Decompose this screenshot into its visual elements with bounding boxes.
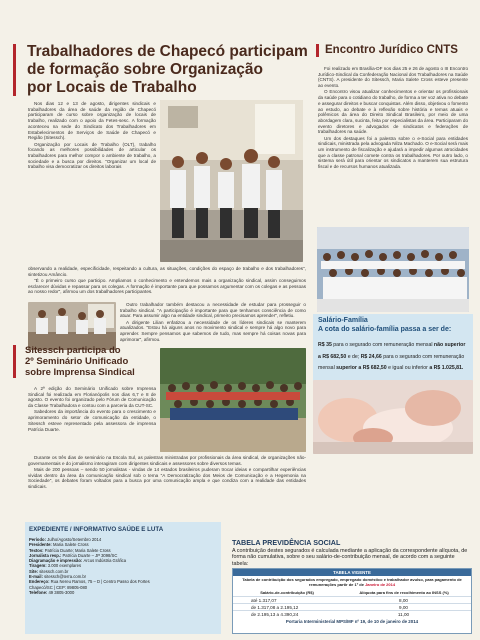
tabela-description-date: Janeiro de 2014 [365,582,396,587]
salario-limit-2: superior a R$ 682,50 [336,365,387,371]
tabela-cell-rate: 9,00 [399,605,408,610]
salario-text-1: para o segurado com remuneração mensal [331,342,434,348]
tabela-row [233,603,471,610]
seminar-group-photo [160,348,306,452]
salario-text-3: para o segurado com remuneração mensal [318,353,465,371]
left-right-paragraph-2: A dirigente Lilian enfatizou a necessidade de os líderes sindicais se manterem atualizados. "Estou há alguns anos no movimento sindical e sempre há algo novo para aprender. Sempre pensamos que sabemos de tudo, mas sempre há coisas novas para aprimorar", afirmou. [120,319,306,342]
left-article-column-text [28,101,156,266]
tabela-col1-header: Salário-de-contribuição (R$) [260,590,314,595]
right-paragraph-2: O Encontro visou atualizar conhecimentos e orientar os profissionais da saúde para o cotidiano do trabalho, de forma a ter voz ativa no debate e assegurar direitos e buscar conquistas. Além disso, objetivou o fomento ao estudo, ao debate e à reflexão sobre história e temas atuais e polêmicos da área do Direito Sindical Brasileiro, por meio de uma abordagem clara, sucinta, feita por especialistas da área. Participaram do evento diretores e advogados de sindicatos e federações de trabalhadores na saúde. [318,89,468,135]
tabela-description [233,576,471,588]
expediente-value: Patrícia Duarte – JP 3098/SC [62,552,118,558]
expediente-value: Rua Nereu Ramos, 75 – D | Centro Passo dos Fortes [50,579,150,585]
left-col-paragraph-1: Nos dias 12 e 13 de agosto, dirigentes sindicais e trabalhadores da área de saúde da região de Chapecó participaram de curso sobre organização de locais de trabalho, realizado com o apoio da Fetes-sesc. A formação aconteceu na sede do Sindicato dos Trabalhadores em Estabelecimentos de Serviços de Saúde de Chapecó e Região (Sitessch). [28,101,156,141]
salario-text-2: e de; [346,353,361,360]
expediente-value: sitessch@terra.com.br [44,574,87,580]
expediente-value: Arcus Indústria Gráfica [83,558,127,564]
expediente-key: Jornalista resp.: [29,552,63,558]
expediente-title: EXPEDIENTE / INFORMATIVO SAÚDE E LUTA [29,526,164,533]
expediente-value: Chapecó/SC | CEP: 89805-080 [29,584,88,590]
right-paragraph-1: Foi realizado em Brasília-DF nos dias 25 e 26 de agosto o III Encontro Jurídico-Sindical da Confederação Nacional dos Trabalhadores na Saúde (CNTS). A presidente do Sitessch, Maria Salete Cross esteve presente ao evento. [318,66,468,89]
right-article-title: Encontro Jurídico CNTS [325,44,458,56]
salario-text-4: e igual ou inferior [386,365,430,371]
salario-value-35: R$ 35 [318,342,332,348]
tabela-header: TABELA VIGENTE [233,569,471,576]
left-title-line-1: Trabalhadores de Chapecó participam [27,43,308,60]
salario-limit-1: não superior a R$ 682,50 [318,342,466,360]
expediente-key: Textos: [29,547,45,553]
expediente-key: Telefone: [29,589,49,595]
expediente-key: Tiragem: [29,563,48,569]
left-article-title [27,43,317,97]
expediente-key: Período: [29,537,48,542]
expediente-key: Diagramação e impressão: [29,558,84,564]
salario-value-24: R$ 24,66 [360,353,382,360]
expediente-key: E-mail: [29,574,45,580]
tabela-cell-salary: até 1.317,07 [251,598,277,603]
expediente-value: sitessch.com.br [39,568,69,574]
right-title-accent-bar [316,44,319,57]
left-wide-paragraph-1: observando a realidade, especificidade, respeitando a cultura, as situações, condições do espaço de trabalho e dos trabalhadores", sintetizou Amâncio. [28,266,306,277]
expediente-key: Site: [29,568,40,574]
expediente-value: Patrícia Duarte; Maria Salete Cross [44,547,111,553]
expediente-key: Presidente: [29,542,53,548]
baby-hands-photo [313,380,473,454]
tabela-cell-salary: de 2.195,13 a 4.390,24 [251,612,299,617]
training-class-photo [160,100,303,262]
tabela-intro: A contribuição destes segurados é calculada mediante a aplicação da correspondente alíquota, de forma não cumulativa, sobre o seu salário-de-contribuição mensal, de acordo com a seguinte tabela: [232,548,468,567]
left-wide-paragraph-2: "É o primeiro curso que participo. Ampliamos o conhecimento e entendemos mais a organização sindical, assim conseguimos esclarecer dúvidas e repassar para os colegas. A formação é importante para que possamos argumentar com os colegas e as pessoas ao nosso redor", afirmou um dos trabalhadores participantes. [28,278,306,295]
left-title-accent-bar [13,44,16,96]
sitessch-title-line-1: Sitessch participa do [25,345,121,356]
expediente-key: Endereço: [29,579,51,585]
salario-familia-subtitle: A cota do salário-família passa a ser de: [318,326,452,333]
tabela-cell-salary: de 1.317,08 a 2.195,12 [251,605,299,610]
sitessch-article-title [25,345,145,378]
cnts-group-photo [317,227,469,312]
tabela-footer: Portaria Interministerial MPS/MF nº 19, de 10 de janeiro de 2014 [285,619,419,624]
salario-familia-text [318,340,468,375]
expediente-line [29,590,217,595]
tabela-title: TABELA PREVIDÊNCIA SOCIAL [232,538,341,547]
left-title-line-3: por Locais de Trabalho [27,79,197,96]
sitessch-wide-text [28,455,306,490]
tabela-col2-header: Alíquota para fins de recolhimento ao INSS (%) [359,590,449,595]
sitessch-side-text [28,386,156,454]
tabela-cell-rate: 8,00 [399,598,408,603]
sitessch-wide-paragraph-2: Mais de 200 pessoas – sendo 50 jornalistas - vindas de 14 estados brasileiros puderam trocar ideias e compartilhar experiências vividas dentro da área da comunicação sindical sob o tema "A Democratização dos Meios de Comunicação e a Hegemonia na Sociedade", os debates foram voltados para a busca por uma comunicação ampla e que condiza com a realidade das entidades sindicais. [28,467,306,490]
group-discussion-photo [28,302,116,350]
left-article-right-text [120,302,306,343]
left-article-wide-text [28,266,306,296]
sitessch-title-accent-bar [13,345,16,378]
expediente-value: Maria Salete Cross [52,542,89,548]
salario-familia-title: Salário-Família [318,317,368,324]
tabela-cell-rate: 11,00 [397,612,410,617]
left-right-paragraph-1: Outro trabalhador também destacou a necessidade de estudar para prosseguir o trabalho sindical. "A participação é importante para que tenhamos consciência de como atuar. Para assumir algo na entidade sindical, primeiro precisamos aprender", refletiu. [120,302,306,319]
right-paragraph-3: Um dos destaques foi a palestra sobre o e-Social para entidades sindicais, ministrada pela advogada Nilza Machado. O e-Social será mais um instrumento de fiscalização e ajudará a impedir algumas atrocidades que a classe patronal comete contra os trabalhadores. Por outro lado, o sistema será útil para orientar os sindicatos a manterem sua estrutura fiscal e de recursos humanos atualizada. [318,135,468,170]
left-col-paragraph-2: Organização por Locais de Trabalho (OLT), trabalho focando as melhores possibilidades de articular os trabalhadores para melhor compor o ambiente de trabalho, a sociedade e a busca por direitos. "Organizar um local de trabalho visa democratizar os direitos laborais [28,141,156,170]
left-title-line-2: de formação sobre Organização [27,61,264,78]
tabela-row [233,596,471,603]
sitessch-wide-paragraph-1: Durante os três dias de seminário na Escola Sul, as palestras ministradas por profissionais da área sindical, de organizações não-governamentais e do jornalismo interagiram com dirigentes sindicais e assessores sobre diversos temas. [28,455,306,466]
right-article-text [318,66,468,170]
tabela-row [233,610,471,617]
tabela-box [232,568,472,634]
expediente-value: 3.000 exemplares [47,563,82,569]
sitessch-side-paragraph-1: A 2ª edição do Seminário Unificado sobre Imprensa Sindical foi realizada em Florianópolis nos dias 6,7 e 8 de agosto. O evento foi organizado pelo Fórum de Comunicação da Classe Trabalhadora e contou com a parceria da CUT-SC. [28,386,156,409]
tabela-description-plain: Tabela de contribuição dos segurados empregado, empregado doméstico e trabalhador avulso, para pagamento de remunerações partir de 1º de [242,577,462,587]
tabela-col-header-row [233,588,471,596]
expediente-value: Julho/Agosto/Setembro 2014 [47,537,102,542]
sitessch-title-line-3: sobre Imprensa Sindical [25,367,135,378]
expediente-lines [29,537,217,595]
expediente-value: 49 3805-3000 [48,589,75,595]
sitessch-side-paragraph-2: Sabedores da importância do evento para o crescimento e aprimoramento do setor de comunicação da entidade, o Sitessch esteve representado pela assessora de imprensa Patrícia Duarte. [28,409,156,432]
sitessch-title-line-2: 2º Seminário Unificado [25,356,129,367]
salario-limit-3: a R$ 1.025,81. [429,365,464,371]
